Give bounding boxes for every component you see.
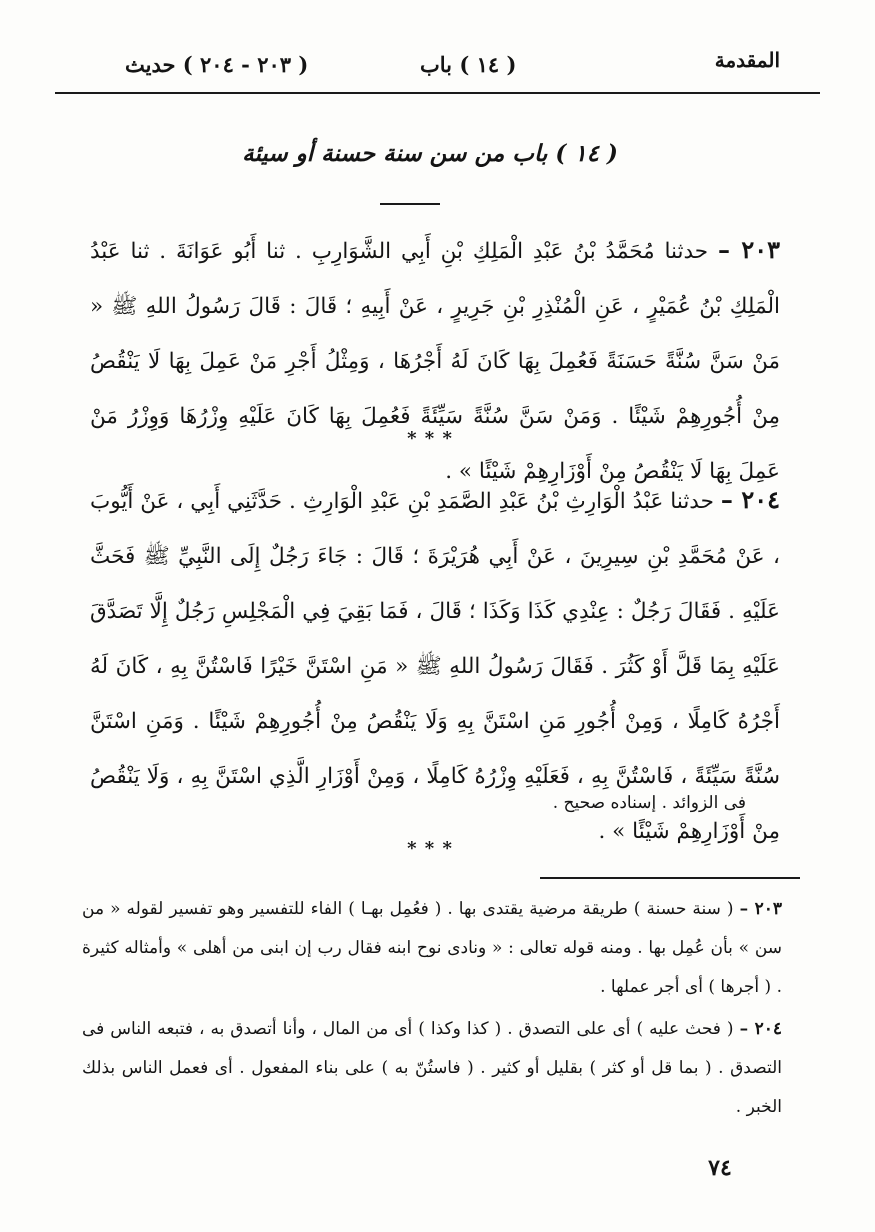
section-separator: * * * [407, 838, 453, 859]
footnote-204 [82, 1010, 782, 1127]
footnote-text: ( سنة حسنة ) طريقة مرضية يقتدى بها . ( فعُمِل بهـا ) الفاء للتفسير وهو تفسير لقوله « من سن » بأن عُمِل بها . ومنه قوله تعالى : « ونادى نوح ابنه فقال رب إن ابنى من أهلى » وأمثاله كثيرة . ( أجرها ) أى أجر عملها . [82, 899, 782, 997]
hadith-text: حدثنا مُحَمَّدُ بْنُ عَبْدِ الْمَلِكِ بْنِ أَبِي الشَّوَارِبِ . ثنا أَبُو عَوَانَةَ . ثنا عَبْدُ الْمَلِكِ بْنُ عُمَيْرٍ ، عَنِ الْمُنْذِرِ بْنِ جَرِيرٍ ، عَنْ أَبِيهِ ؛ قَالَ : قَالَ رَسُولُ اللهِ ﷺ « مَنْ سَنَّ سُنَّةً حَسَنَةً فَعُمِلَ بِهَا كَانَ لَهُ أَجْرُهَا ، وَمِثْلُ أَجْرِ مَنْ عَمِلَ بِهَا لَا يَنْقُصُ مِنْ أُجُورِهِمْ شَيْئًا . وَمَنْ سَنَّ سُنَّةً سَيِّئَةً فَعُمِلَ بِهَا كَانَ عَلَيْهِ وِزْرُهَا وَوِزْرُ مَنْ عَمِلَ بِهَا لَا يَنْقُصُ مِنْ أَوْزَارِهِمْ شَيْئًا » . [90, 239, 780, 484]
footnote-203 [82, 890, 782, 1007]
chapter-title: ( ١٤ ) باب من سن سنة حسنة أو سيئة [242, 140, 618, 167]
hadith-203 [90, 222, 780, 499]
footnote-number: ٢٠٣ – [739, 899, 783, 919]
header-hadith-range: ( ٢٠٣ - ٢٠٤ ) حديث [125, 52, 309, 77]
page-number: ٧٤ [708, 1155, 732, 1181]
zawaid-note: فى الزوائد . إسناده صحيح . [552, 793, 746, 813]
chapter-title-divider [380, 203, 440, 205]
hadith-number: ٢٠٤ – [720, 485, 780, 514]
hadith-text: حدثنا عَبْدُ الْوَارِثِ بْنُ عَبْدِ الصَّمَدِ بْنِ عَبْدِ الْوَارِثِ . حَدَّثَنِي أَبِي ، عَنْ أَيُّوبَ ، عَنْ مُحَمَّدِ بْنِ سِيرِينَ ، عَنْ أَبِي هُرَيْرَةَ ؛ قَالَ : جَاءَ رَجُلٌ إِلَى النَّبِيِّ ﷺ فَحَثَّ عَلَيْهِ . فَقَالَ رَجُلٌ : عِنْدِي كَذَا وَكَذَا ؛ قَالَ ، فَمَا بَقِيَ فِي الْمَجْلِسِ رَجُلٌ إِلَّا تَصَدَّقَ عَلَيْهِ بِمَا قَلَّ أَوْ كَثُرَ . فَقَالَ رَسُولُ اللهِ ﷺ « مَنِ اسْتَنَّ خَيْرًا فَاسْتُنَّ بِهِ ، كَانَ لَهُ أَجْرُهُ كَامِلًا ، وَمِنْ أُجُورِ مَنِ اسْتَنَّ بِهِ وَلَا يَنْقُصُ مِنْ أُجُورِهِمْ شَيْئًا . وَمَنِ اسْتَنَّ سُنَّةً سَيِّئَةً ، فَاسْتُنَّ بِهِ ، فَعَلَيْهِ وِزْرُهُ كَامِلًا ، وَمِنْ أَوْزَارِ الَّذِي اسْتَنَّ بِهِ ، وَلَا يَنْقُصُ مِنْ أَوْزَارِهِمْ شَيْئًا » . [90, 489, 780, 844]
running-header [55, 48, 820, 88]
hadith-number: ٢٠٣ – [717, 235, 781, 264]
header-section-name: المقدمة [714, 48, 780, 72]
footnote-text: ( فحث عليه ) أى على التصدق . ( كذا وكذا ) أى من المال ، وأنا أتصدق به ، فتبعه الناس فى التصدق . ( بما قل أو كثر ) بقليل أو كثير . ( فاستُنّ به ) على بناء المفعول . أى فعمل الناس بذلك الخبر . [82, 1019, 782, 1117]
section-separator: * * * [407, 428, 453, 449]
header-divider [55, 92, 820, 94]
footnote-number: ٢٠٤ – [739, 1019, 783, 1039]
footnote-divider [540, 877, 800, 879]
header-chapter-ref: ( ١٤ ) باب [420, 52, 517, 77]
